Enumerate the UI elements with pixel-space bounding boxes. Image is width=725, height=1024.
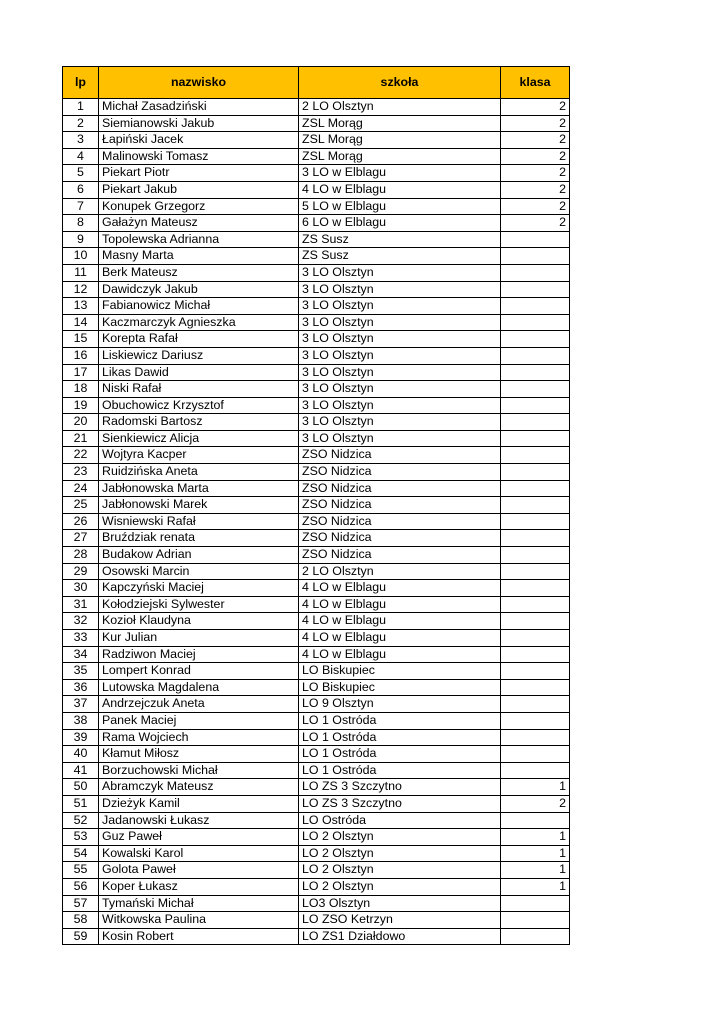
cell-school: 3 LO Olsztyn xyxy=(299,397,501,414)
cell-name: Lompert Konrad xyxy=(99,663,299,680)
cell-school: LO ZSO Ketrzyn xyxy=(299,912,501,929)
cell-school: LO ZS 3 Szczytno xyxy=(299,795,501,812)
cell-class xyxy=(501,696,570,713)
cell-class: 2 xyxy=(501,99,570,116)
cell-school: 3 LO Olsztyn xyxy=(299,314,501,331)
cell-school: ZSL Morąg xyxy=(299,132,501,149)
cell-name: Borzuchowski Michał xyxy=(99,762,299,779)
cell-lp: 8 xyxy=(63,215,99,232)
cell-class xyxy=(501,928,570,945)
cell-class: 1 xyxy=(501,862,570,879)
header-name: nazwisko xyxy=(99,67,299,99)
cell-school: LO3 Olsztyn xyxy=(299,895,501,912)
header-class: klasa xyxy=(501,67,570,99)
cell-school: LO 2 Olsztyn xyxy=(299,845,501,862)
cell-lp: 50 xyxy=(63,779,99,796)
cell-name: Wisniewski Rafał xyxy=(99,513,299,530)
cell-lp: 34 xyxy=(63,646,99,663)
cell-class xyxy=(501,729,570,746)
cell-class xyxy=(501,663,570,680)
cell-lp: 16 xyxy=(63,347,99,364)
cell-class: 1 xyxy=(501,878,570,895)
cell-class xyxy=(501,347,570,364)
cell-class xyxy=(501,430,570,447)
table-row xyxy=(63,347,570,364)
cell-lp: 33 xyxy=(63,630,99,647)
table-row xyxy=(63,148,570,165)
table-row xyxy=(63,580,570,597)
cell-class xyxy=(501,762,570,779)
cell-lp: 56 xyxy=(63,878,99,895)
table-row xyxy=(63,878,570,895)
cell-class xyxy=(501,331,570,348)
table-row xyxy=(63,314,570,331)
table-row xyxy=(63,829,570,846)
cell-school: ZSO Nidzica xyxy=(299,513,501,530)
cell-school: 2 LO Olsztyn xyxy=(299,99,501,116)
cell-lp: 57 xyxy=(63,895,99,912)
table-row xyxy=(63,381,570,398)
cell-lp: 14 xyxy=(63,314,99,331)
table-row xyxy=(63,729,570,746)
cell-school: LO 2 Olsztyn xyxy=(299,862,501,879)
cell-name: Topolewska Adrianna xyxy=(99,231,299,248)
cell-school: ZS Susz xyxy=(299,248,501,265)
cell-name: Jadanowski Łukasz xyxy=(99,812,299,829)
cell-name: Sienkiewicz Alicja xyxy=(99,430,299,447)
cell-lp: 37 xyxy=(63,696,99,713)
cell-name: Rama Wojciech xyxy=(99,729,299,746)
table-row xyxy=(63,679,570,696)
cell-class xyxy=(501,248,570,265)
cell-class xyxy=(501,447,570,464)
cell-name: Kozioł Klaudyna xyxy=(99,613,299,630)
table-row xyxy=(63,696,570,713)
cell-school: 3 LO Olsztyn xyxy=(299,430,501,447)
cell-name: Wojtyra Kacper xyxy=(99,447,299,464)
table-row xyxy=(63,397,570,414)
cell-lp: 35 xyxy=(63,663,99,680)
cell-school: ZSO Nidzica xyxy=(299,464,501,481)
cell-name: Guz Paweł xyxy=(99,829,299,846)
cell-school: 3 LO Olsztyn xyxy=(299,381,501,398)
cell-class: 1 xyxy=(501,779,570,796)
header-school: szkoła xyxy=(299,67,501,99)
table-row xyxy=(63,912,570,929)
table-row xyxy=(63,613,570,630)
cell-lp: 5 xyxy=(63,165,99,182)
cell-school: 3 LO Olsztyn xyxy=(299,364,501,381)
cell-school: 2 LO Olsztyn xyxy=(299,563,501,580)
header-row xyxy=(63,67,570,99)
table-row xyxy=(63,198,570,215)
cell-class xyxy=(501,480,570,497)
cell-name: Kłamut Miłosz xyxy=(99,746,299,763)
cell-lp: 40 xyxy=(63,746,99,763)
cell-name: Malinowski Tomasz xyxy=(99,148,299,165)
cell-name: Kapczyński Maciej xyxy=(99,580,299,597)
cell-lp: 7 xyxy=(63,198,99,215)
table-row xyxy=(63,895,570,912)
cell-name: Radomski Bartosz xyxy=(99,414,299,431)
table-row xyxy=(63,812,570,829)
cell-name: Budakow Adrian xyxy=(99,547,299,564)
table-row xyxy=(63,99,570,116)
cell-lp: 58 xyxy=(63,912,99,929)
cell-name: Gałażyn Mateusz xyxy=(99,215,299,232)
cell-name: Liskiewicz Dariusz xyxy=(99,347,299,364)
cell-lp: 25 xyxy=(63,497,99,514)
cell-school: ZSL Morąg xyxy=(299,115,501,132)
table-row xyxy=(63,712,570,729)
cell-class xyxy=(501,596,570,613)
cell-name: Jabłonowski Marek xyxy=(99,497,299,514)
cell-school: 3 LO Olsztyn xyxy=(299,331,501,348)
cell-school: LO Biskupiec xyxy=(299,679,501,696)
cell-school: LO 1 Ostróda xyxy=(299,746,501,763)
table-row xyxy=(63,663,570,680)
cell-lp: 10 xyxy=(63,248,99,265)
table-row xyxy=(63,596,570,613)
cell-name: Dawidczyk Jakub xyxy=(99,281,299,298)
cell-lp: 59 xyxy=(63,928,99,945)
cell-name: Bruździak renata xyxy=(99,530,299,547)
cell-name: Kołodziejski Sylwester xyxy=(99,596,299,613)
cell-class: 2 xyxy=(501,181,570,198)
cell-name: Konupek Grzegorz xyxy=(99,198,299,215)
cell-class xyxy=(501,397,570,414)
cell-class xyxy=(501,712,570,729)
table-row xyxy=(63,281,570,298)
cell-lp: 27 xyxy=(63,530,99,547)
cell-name: Korepta Rafał xyxy=(99,331,299,348)
cell-school: 4 LO w Elblagu xyxy=(299,630,501,647)
cell-lp: 9 xyxy=(63,231,99,248)
cell-school: 3 LO Olsztyn xyxy=(299,281,501,298)
cell-name: Fabianowicz Michał xyxy=(99,298,299,315)
cell-name: Łapiński Jacek xyxy=(99,132,299,149)
cell-lp: 20 xyxy=(63,414,99,431)
cell-name: Lutowska Magdalena xyxy=(99,679,299,696)
cell-school: LO 2 Olsztyn xyxy=(299,829,501,846)
cell-lp: 24 xyxy=(63,480,99,497)
cell-school: 4 LO w Elblagu xyxy=(299,181,501,198)
cell-school: 3 LO Olsztyn xyxy=(299,298,501,315)
cell-lp: 22 xyxy=(63,447,99,464)
cell-name: Osowski Marcin xyxy=(99,563,299,580)
cell-class: 2 xyxy=(501,115,570,132)
table-row xyxy=(63,165,570,182)
cell-school: 4 LO w Elblagu xyxy=(299,596,501,613)
table-row xyxy=(63,762,570,779)
cell-school: LO Biskupiec xyxy=(299,663,501,680)
table-row xyxy=(63,430,570,447)
cell-school: 3 LO w Elblagu xyxy=(299,165,501,182)
cell-class xyxy=(501,580,570,597)
cell-school: 6 LO w Elblagu xyxy=(299,215,501,232)
cell-class xyxy=(501,679,570,696)
cell-lp: 52 xyxy=(63,812,99,829)
cell-lp: 39 xyxy=(63,729,99,746)
cell-class xyxy=(501,563,570,580)
cell-lp: 15 xyxy=(63,331,99,348)
cell-name: Obuchowicz Krzysztof xyxy=(99,397,299,414)
cell-name: Andrzejczuk Aneta xyxy=(99,696,299,713)
cell-lp: 11 xyxy=(63,264,99,281)
cell-school: ZSO Nidzica xyxy=(299,447,501,464)
cell-name: Koper Łukasz xyxy=(99,878,299,895)
cell-school: 4 LO w Elblagu xyxy=(299,613,501,630)
cell-class xyxy=(501,895,570,912)
cell-name: Radziwon Maciej xyxy=(99,646,299,663)
cell-name: Piekart Jakub xyxy=(99,181,299,198)
cell-name: Kowalski Karol xyxy=(99,845,299,862)
cell-class xyxy=(501,231,570,248)
cell-lp: 23 xyxy=(63,464,99,481)
cell-name: Michał Zasadziński xyxy=(99,99,299,116)
cell-class xyxy=(501,264,570,281)
cell-name: Kur Julian xyxy=(99,630,299,647)
cell-class xyxy=(501,364,570,381)
cell-school: LO ZS1 Działdowo xyxy=(299,928,501,945)
table-row xyxy=(63,646,570,663)
table-row xyxy=(63,530,570,547)
table-row xyxy=(63,447,570,464)
cell-lp: 1 xyxy=(63,99,99,116)
cell-class: 2 xyxy=(501,148,570,165)
cell-name: Abramczyk Mateusz xyxy=(99,779,299,796)
cell-lp: 36 xyxy=(63,679,99,696)
students-table xyxy=(62,66,570,945)
cell-school: LO ZS 3 Szczytno xyxy=(299,779,501,796)
cell-class xyxy=(501,613,570,630)
cell-class xyxy=(501,630,570,647)
cell-lp: 41 xyxy=(63,762,99,779)
table-row xyxy=(63,480,570,497)
cell-lp: 6 xyxy=(63,181,99,198)
cell-lp: 19 xyxy=(63,397,99,414)
cell-class: 2 xyxy=(501,795,570,812)
cell-name: Tymański Michał xyxy=(99,895,299,912)
cell-class: 2 xyxy=(501,132,570,149)
cell-name: Golota Paweł xyxy=(99,862,299,879)
cell-lp: 55 xyxy=(63,862,99,879)
table-row xyxy=(63,779,570,796)
cell-school: ZSO Nidzica xyxy=(299,530,501,547)
cell-class xyxy=(501,530,570,547)
cell-class xyxy=(501,646,570,663)
table-row xyxy=(63,845,570,862)
cell-class xyxy=(501,314,570,331)
table-row xyxy=(63,298,570,315)
cell-class xyxy=(501,912,570,929)
table-row xyxy=(63,464,570,481)
cell-name: Piekart Piotr xyxy=(99,165,299,182)
cell-lp: 2 xyxy=(63,115,99,132)
cell-school: 3 LO Olsztyn xyxy=(299,264,501,281)
cell-name: Masny Marta xyxy=(99,248,299,265)
cell-lp: 51 xyxy=(63,795,99,812)
cell-lp: 29 xyxy=(63,563,99,580)
cell-name: Witkowska Paulina xyxy=(99,912,299,929)
cell-lp: 54 xyxy=(63,845,99,862)
cell-school: 4 LO w Elblagu xyxy=(299,580,501,597)
cell-school: LO 9 Olsztyn xyxy=(299,696,501,713)
cell-lp: 30 xyxy=(63,580,99,597)
cell-class xyxy=(501,414,570,431)
cell-class xyxy=(501,281,570,298)
cell-class: 1 xyxy=(501,845,570,862)
cell-school: LO 1 Ostróda xyxy=(299,712,501,729)
cell-name: Jabłonowska Marta xyxy=(99,480,299,497)
cell-name: Kaczmarczyk Agnieszka xyxy=(99,314,299,331)
table-row xyxy=(63,364,570,381)
table-row xyxy=(63,331,570,348)
table-row xyxy=(63,547,570,564)
cell-school: LO 1 Ostróda xyxy=(299,762,501,779)
table-body xyxy=(63,99,570,945)
table-row xyxy=(63,215,570,232)
cell-name: Kosin Robert xyxy=(99,928,299,945)
cell-lp: 53 xyxy=(63,829,99,846)
cell-name: Berk Mateusz xyxy=(99,264,299,281)
cell-school: ZSO Nidzica xyxy=(299,547,501,564)
cell-school: ZSO Nidzica xyxy=(299,497,501,514)
cell-school: 3 LO Olsztyn xyxy=(299,414,501,431)
table-row xyxy=(63,248,570,265)
cell-class xyxy=(501,381,570,398)
table-row xyxy=(63,746,570,763)
table-row xyxy=(63,513,570,530)
table-row xyxy=(63,115,570,132)
cell-name: Likas Dawid xyxy=(99,364,299,381)
cell-class xyxy=(501,746,570,763)
cell-class: 2 xyxy=(501,198,570,215)
cell-lp: 21 xyxy=(63,430,99,447)
cell-class xyxy=(501,298,570,315)
cell-name: Panek Maciej xyxy=(99,712,299,729)
cell-lp: 13 xyxy=(63,298,99,315)
cell-school: ZSO Nidzica xyxy=(299,480,501,497)
cell-name: Dzieżyk Kamil xyxy=(99,795,299,812)
cell-class xyxy=(501,464,570,481)
cell-school: 4 LO w Elblagu xyxy=(299,646,501,663)
cell-lp: 12 xyxy=(63,281,99,298)
table-row xyxy=(63,414,570,431)
header-lp: lp xyxy=(63,67,99,99)
cell-lp: 28 xyxy=(63,547,99,564)
cell-lp: 3 xyxy=(63,132,99,149)
cell-school: ZS Susz xyxy=(299,231,501,248)
cell-school: 5 LO w Elblagu xyxy=(299,198,501,215)
cell-class: 1 xyxy=(501,829,570,846)
cell-name: Niski Rafał xyxy=(99,381,299,398)
cell-lp: 31 xyxy=(63,596,99,613)
table-row xyxy=(63,928,570,945)
cell-class: 2 xyxy=(501,215,570,232)
cell-school: 3 LO Olsztyn xyxy=(299,347,501,364)
table-row xyxy=(63,181,570,198)
cell-lp: 32 xyxy=(63,613,99,630)
cell-class xyxy=(501,547,570,564)
cell-school: LO 1 Ostróda xyxy=(299,729,501,746)
cell-school: ZSL Morąg xyxy=(299,148,501,165)
cell-class: 2 xyxy=(501,165,570,182)
table-row xyxy=(63,497,570,514)
table-row xyxy=(63,795,570,812)
table-row xyxy=(63,862,570,879)
table-row xyxy=(63,231,570,248)
cell-lp: 4 xyxy=(63,148,99,165)
cell-lp: 26 xyxy=(63,513,99,530)
cell-name: Siemianowski Jakub xyxy=(99,115,299,132)
cell-class xyxy=(501,497,570,514)
table-row xyxy=(63,264,570,281)
table-row xyxy=(63,563,570,580)
cell-class xyxy=(501,513,570,530)
cell-name: Ruidzińska Aneta xyxy=(99,464,299,481)
cell-school: LO Ostróda xyxy=(299,812,501,829)
cell-lp: 17 xyxy=(63,364,99,381)
cell-lp: 18 xyxy=(63,381,99,398)
cell-school: LO 2 Olsztyn xyxy=(299,878,501,895)
table-row xyxy=(63,630,570,647)
cell-class xyxy=(501,812,570,829)
cell-lp: 38 xyxy=(63,712,99,729)
table-row xyxy=(63,132,570,149)
